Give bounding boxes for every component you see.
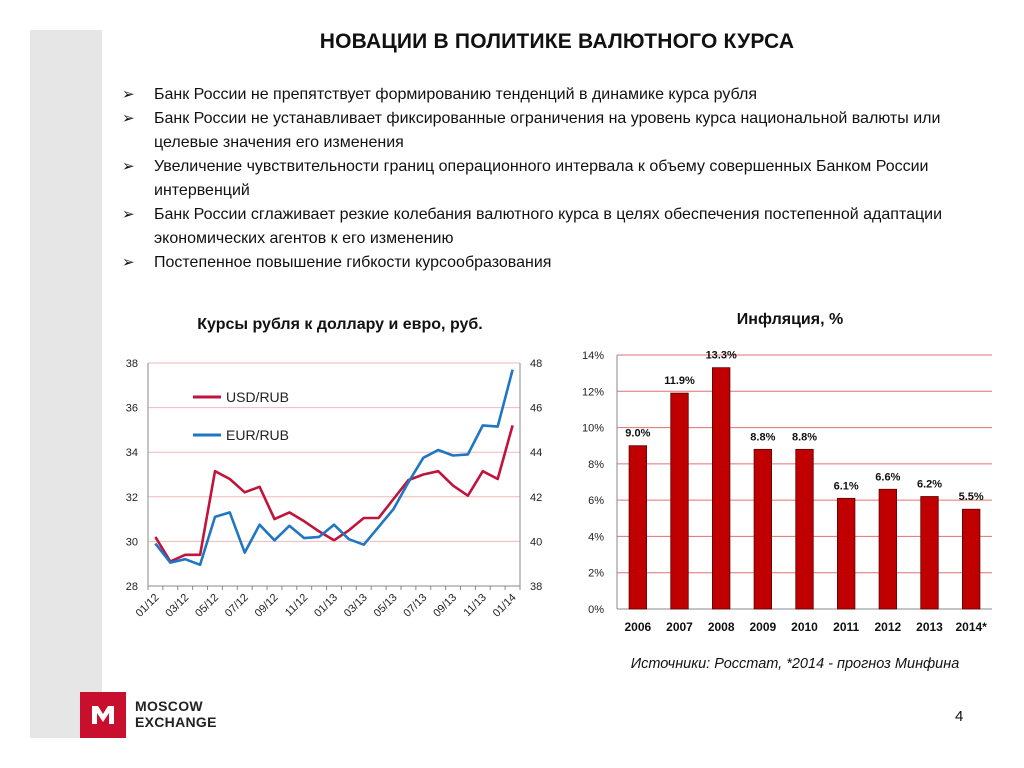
y-left-tick-label: 28 xyxy=(125,581,138,593)
source-note: Источники: Росстат, *2014 - прогноз Минфина xyxy=(630,656,960,672)
inflation-bar xyxy=(629,446,647,609)
logo-wordmark: MOSCOW EXCHANGE xyxy=(135,698,217,730)
x-tick-label: 2006 xyxy=(624,620,652,634)
bar-data-label: 13.3% xyxy=(705,349,737,362)
x-tick-label: 01/13 xyxy=(312,591,341,620)
arrow-bullet-icon: ➢ xyxy=(122,254,135,271)
slide-title: НОВАЦИИ В ПОЛИТИКЕ ВАЛЮТНОГО КУРСА xyxy=(319,30,795,53)
bar-data-label: 8.8% xyxy=(791,431,818,444)
x-tick-label: 09/13 xyxy=(431,591,460,620)
bullet-text: Постепенное повышение гибкости курсообразования xyxy=(154,254,552,271)
x-tick-label: 2009 xyxy=(749,620,777,634)
left-margin xyxy=(0,0,30,768)
x-tick-label: 11/12 xyxy=(282,591,311,620)
y-left-tick-label: 38 xyxy=(125,358,138,370)
y-right-tick-label: 44 xyxy=(530,447,543,460)
logo-mark-icon xyxy=(80,692,126,738)
bullet-text: Банк России не устанавливает фиксированные ограничения на уровень курса национальной валюты или целевые значения его изменения xyxy=(154,110,941,151)
bullet-list xyxy=(120,83,990,275)
y-tick-label: 6% xyxy=(588,495,604,508)
y-tick-label: 2% xyxy=(588,567,604,580)
y-right-tick-label: 38 xyxy=(530,581,543,593)
inflation-bar xyxy=(837,498,855,609)
inflation-bar xyxy=(796,449,814,609)
legend-label: USD/RUB xyxy=(226,389,290,405)
arrow-bullet-icon: ➢ xyxy=(122,86,135,103)
x-tick-label: 2010 xyxy=(791,620,818,634)
inflation-bar xyxy=(921,497,939,609)
bar-data-label: 6.1% xyxy=(833,480,859,493)
x-tick-label: 11/13 xyxy=(461,591,489,620)
x-tick-label: 05/13 xyxy=(371,591,400,620)
y-left-tick-label: 30 xyxy=(125,536,138,549)
exchange-rate-chart xyxy=(105,345,565,650)
x-tick-label: 07/13 xyxy=(401,591,430,620)
y-left-tick-label: 32 xyxy=(125,491,138,504)
arrow-bullet-icon: ➢ xyxy=(122,158,135,175)
x-tick-label: 09/12 xyxy=(252,591,281,620)
x-tick-label: 2007 xyxy=(666,620,693,634)
inflation-bar xyxy=(962,509,980,609)
y-tick-label: 12% xyxy=(581,386,604,399)
arrow-bullet-icon: ➢ xyxy=(122,110,135,127)
inflation-chart xyxy=(560,340,1010,645)
y-right-tick-label: 46 xyxy=(530,402,543,415)
y-right-tick-label: 48 xyxy=(530,358,543,370)
x-tick-label: 2011 xyxy=(833,620,860,634)
x-tick-label: 2014* xyxy=(955,620,987,634)
x-tick-label: 07/12 xyxy=(222,591,251,620)
bar-data-label: 6.6% xyxy=(875,471,901,484)
inflation-bar xyxy=(671,393,689,609)
y-tick-label: 4% xyxy=(588,531,604,544)
y-tick-label: 8% xyxy=(588,458,604,471)
x-tick-label: 03/13 xyxy=(341,591,370,620)
bullet-item xyxy=(120,155,990,203)
exchange-rate-chart-title: Курсы рубля к доллару и евро, руб. xyxy=(197,316,483,333)
bullet-text: Увеличение чувствительности границ операционного интервала к объему совершенных Банком России интервенций xyxy=(154,158,929,199)
y-tick-label: 10% xyxy=(581,422,604,435)
bullet-item xyxy=(120,107,990,155)
y-left-tick-label: 34 xyxy=(125,447,138,460)
page-number: 4 xyxy=(955,708,964,725)
bullet-text: Банк России не препятствует формированию тенденций в динамике курса рубля xyxy=(154,86,757,103)
inflation-bar xyxy=(879,489,897,609)
bar-data-label: 5.5% xyxy=(958,491,984,504)
x-tick-label: 2012 xyxy=(874,620,902,634)
bar-data-label: 9.0% xyxy=(625,427,651,440)
arrow-bullet-icon: ➢ xyxy=(122,206,135,223)
y-tick-label: 0% xyxy=(588,604,604,616)
x-tick-label: 03/12 xyxy=(163,591,192,620)
y-right-tick-label: 42 xyxy=(530,491,543,504)
bar-data-label: 6.2% xyxy=(916,478,943,491)
x-tick-label: 01/12 xyxy=(133,591,162,620)
x-tick-label: 01/14 xyxy=(490,591,519,620)
bullet-item xyxy=(120,203,990,251)
x-tick-label: 2008 xyxy=(707,620,735,634)
bullet-item xyxy=(120,83,990,107)
bullet-text: Банк России сглаживает резкие колебания валютного курса в целях обеспечения постепенной адаптации экономических агентов к его изменению xyxy=(154,206,943,247)
decorative-side-band xyxy=(30,30,102,738)
x-tick-label: 05/12 xyxy=(193,591,222,620)
inflation-chart-title: Инфляция, % xyxy=(736,311,844,328)
legend-label: EUR/RUB xyxy=(226,427,290,443)
y-tick-label: 14% xyxy=(581,350,604,362)
y-right-tick-label: 40 xyxy=(530,536,543,549)
x-tick-label: 2013 xyxy=(916,620,943,634)
inflation-bar xyxy=(712,368,730,609)
eur-rub-line xyxy=(155,370,512,565)
inflation-bar xyxy=(754,449,772,609)
bar-data-label: 8.8% xyxy=(750,431,776,444)
moscow-exchange-logo xyxy=(80,692,240,740)
bar-data-label: 11.9% xyxy=(664,375,695,388)
bullet-item xyxy=(120,251,990,275)
y-left-tick-label: 36 xyxy=(125,402,138,415)
